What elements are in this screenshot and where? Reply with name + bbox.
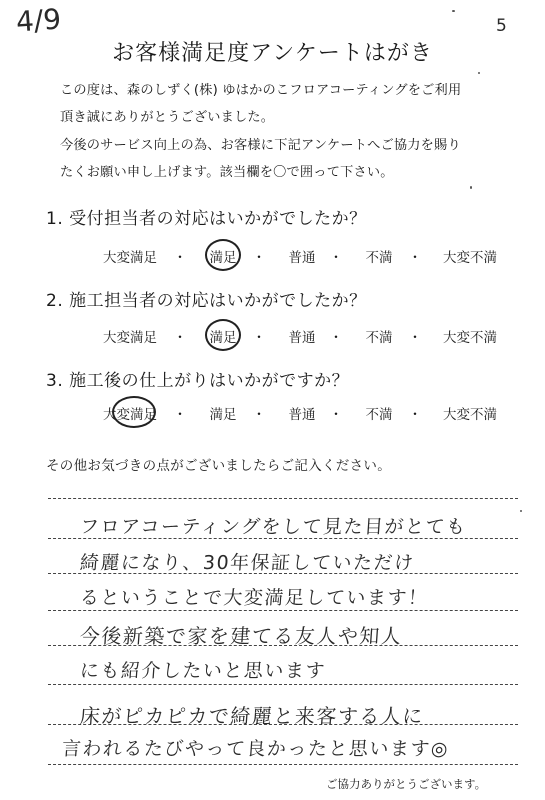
writing-line [48,764,518,765]
option-label: 普通 [288,407,316,423]
handwritten-comment-line: 今後新築で家を建てる友人や知人 [79,624,404,648]
option-label: 大変満足 [103,330,157,346]
page-number: 5 [496,16,507,36]
intro-line: この度は、森のしずく(株) ゆはかのこフロアコーティングをご利用 [60,83,462,98]
handwritten-comment-line: 綺麗になり、30年保証していただけ [79,552,416,574]
option-separator: ・ [252,330,266,346]
option-separator: ・ [252,250,266,266]
question-2: 2. 施工担当者の対応はいかがでしたか？ [46,291,367,311]
option-separator: ・ [252,407,266,423]
option-separator: ・ [173,330,187,346]
option-label: 普通 [288,250,316,266]
option-label: 大変満足 [103,407,157,423]
option-label: 大変不満 [443,330,497,346]
option-label: 満足 [209,407,237,423]
intro-line: 今後のサービス向上の為、お客様に下記アンケートへご協力を賜り [60,138,461,153]
scan-speck [478,72,480,74]
option-label: 満足 [209,330,237,346]
option-label: 不満 [365,407,393,423]
writing-line [48,498,518,499]
question-1: 1. 受付担当者の対応はいかがでしたか？ [46,209,367,229]
option-label: 大変満足 [103,250,157,266]
scan-speck [520,510,522,512]
intro-line: たくお願い申し上げます。該当欄を〇で囲って下さい。 [60,165,394,180]
option-separator: ・ [329,407,343,423]
option-separator: ・ [408,250,422,266]
selection-circle [205,319,241,351]
option-label: 大変不満 [443,407,497,423]
handwritten-comment-line: にも紹介したいと思います [79,660,327,682]
handwritten-comment-line: フロアコーティングをして見た目がとても [79,516,468,538]
scan-speck [452,10,455,12]
handwritten-comment-line: 床がピカピカで綺麗と来客する人に [79,704,425,728]
option-separator: ・ [329,250,343,266]
closing-thanks: ご協力ありがとうございます。 [326,777,487,791]
option-separator: ・ [408,407,422,423]
question-3: 3. 施工後の仕上がりはいかがですか？ [46,371,350,391]
option-separator: ・ [329,330,343,346]
option-separator: ・ [408,330,422,346]
survey-title: お客様満足度アンケートはがき [112,41,433,66]
option-separator: ・ [173,250,187,266]
handwritten-date: 4/9 [14,2,63,39]
option-label: 大変不満 [443,250,497,266]
option-label: 不満 [365,330,393,346]
option-label: 不満 [365,250,393,266]
option-separator: ・ [173,407,187,423]
selection-circle [112,396,156,428]
scan-speck [470,186,472,189]
selection-circle [205,239,241,271]
handwritten-comment-line: るということで大変満足しています！ [79,587,430,609]
writing-line [48,610,518,611]
writing-line [48,684,518,685]
option-label: 普通 [288,330,316,346]
other-comments-prompt: その他お気づきの点がございましたらご記入ください。 [46,458,391,474]
option-label: 満足 [209,250,237,266]
intro-line: 頂き誠にありがとうございました。 [60,110,275,125]
handwritten-comment-line: 言われるたびやって良かったと思います◎ [61,738,450,760]
